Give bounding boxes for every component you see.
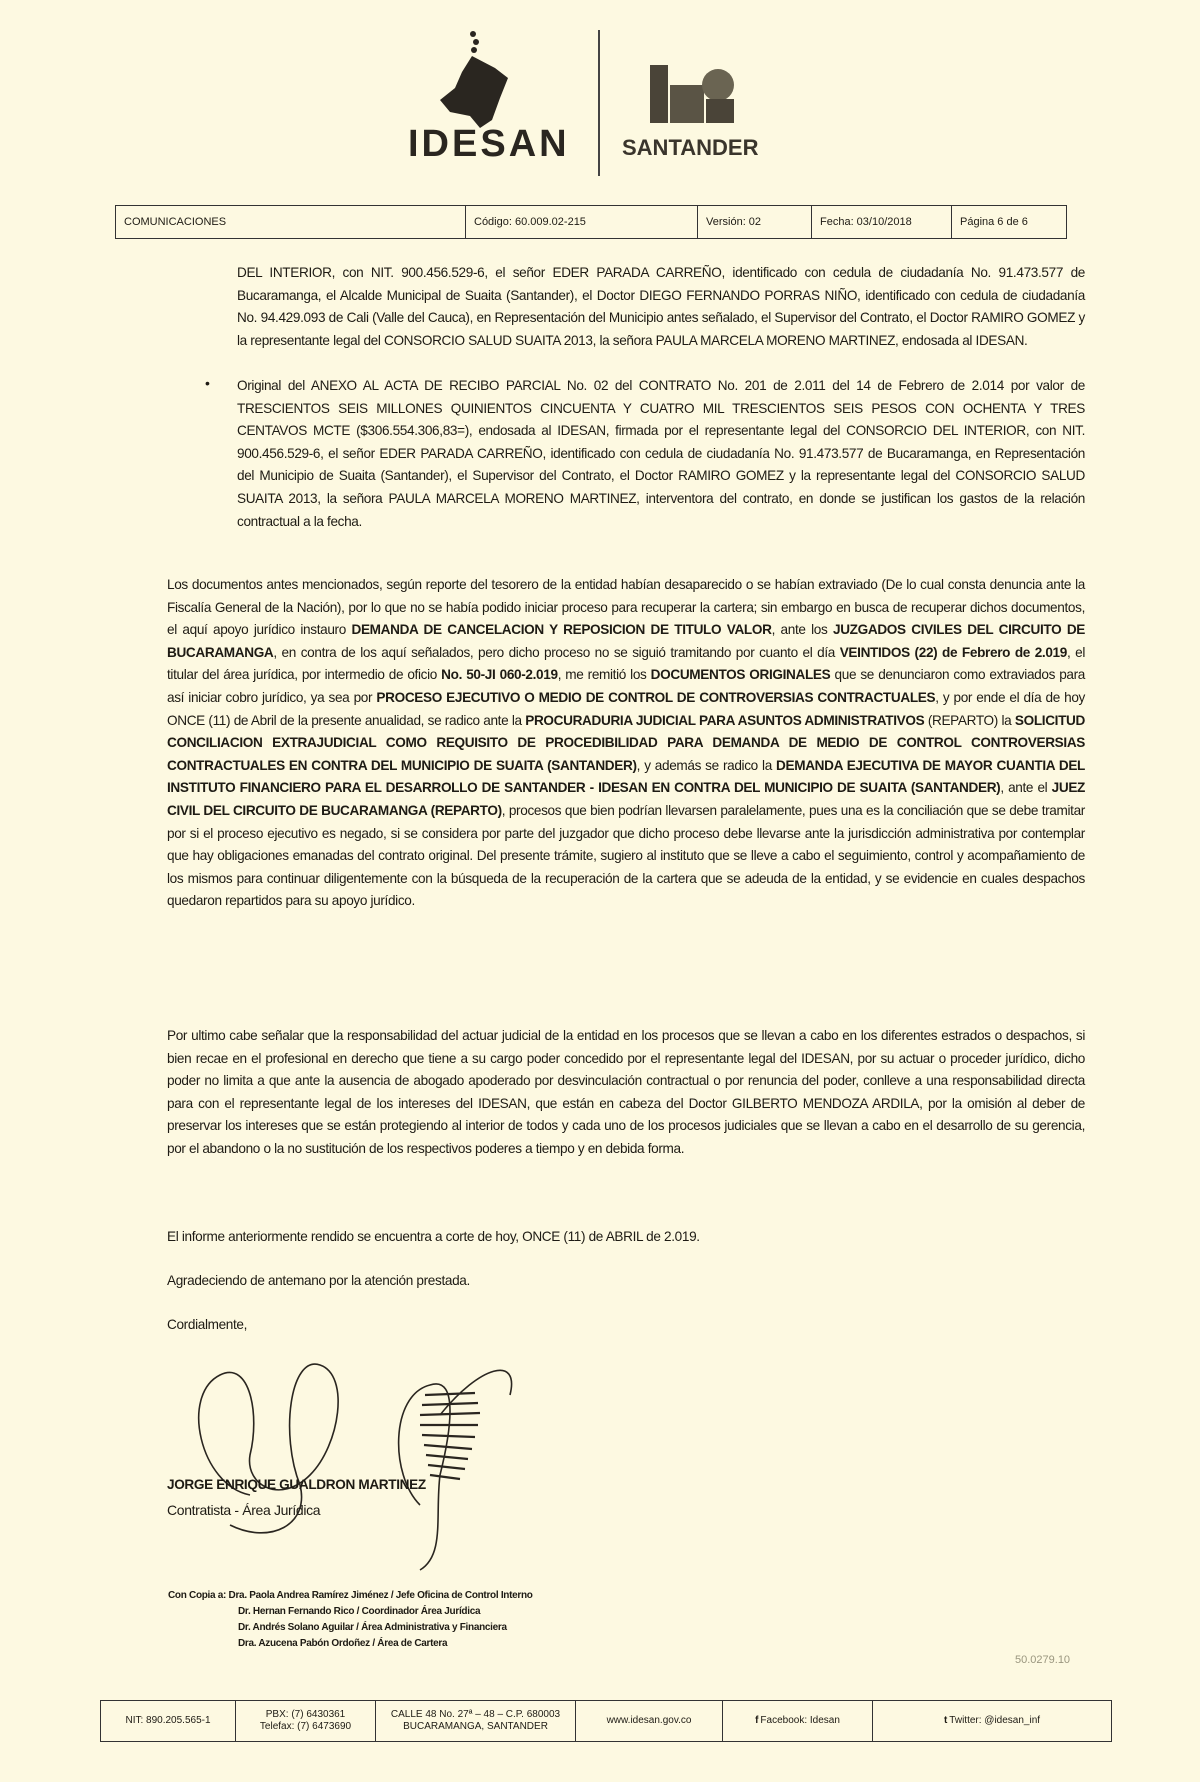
svg-text:IDESAN: IDESAN <box>408 123 570 165</box>
bold-text-segment: DEMANDA DE CANCELACION Y REPOSICION DE TITULO VALOR <box>351 622 772 638</box>
handwritten-signature <box>190 1355 610 1575</box>
bold-text-segment: PROCESO EJECUTIVO O MEDIO DE CONTROL DE CONTROVERSIAS CONTRACTUALES <box>376 689 936 705</box>
bold-text-segment: JUEZ CIVIL DEL CIRCUITO DE BUCARAMANGA (REPARTO) <box>167 780 1085 818</box>
bullet-icon: • <box>205 375 210 391</box>
bullet-item-continuation: DEL INTERIOR, con NIT. 900.456.529-6, el señor EDER PARADA CARREÑO, identificado con cedula de ciudadanía No. 91.473.577 de Bucaramanga, el Alcalde Municipal de Suaita (Santander), el Doctor DIEGO FERNANDO PORRAS NIÑO, identificado con cedula de ciudadanía No. 94.429.093 de Cali (Valle del Cauca), en Representación del Municipio antes señalado, el Supervisor del Contrato, el Doctor RAMIRO GOMEZ y la representante legal del CONSORCIO SALUD SUAITA 2013, la señora PAULA MARCELA MORENO MARTINEZ, endosada al IDESAN. <box>237 265 1085 348</box>
text-segment: , ante el <box>1000 780 1052 796</box>
twitter-icon: t <box>943 1715 948 1726</box>
signer-name: JORGE ENRIQUE GUALDRON MARTINEZ <box>167 1477 426 1492</box>
bold-text-segment: VEINTIDOS (22) de Febrero de 2.019 <box>839 644 1067 660</box>
footer-twitter-link[interactable]: Twitter: @idesan_inf <box>949 1715 1041 1726</box>
closing-regards: Cordialmente, <box>167 1317 248 1332</box>
carbon-copy-list <box>168 1588 533 1652</box>
header-code: Código: 60.009.02-215 <box>466 206 698 238</box>
santander-logo <box>618 55 778 175</box>
header-department: COMUNICACIONES <box>116 206 466 238</box>
footer-city: BUCARAMANGA, SANTANDER <box>403 1721 548 1732</box>
logo-divider <box>598 30 600 176</box>
text-segment: , procesos que bien podrían llevarsen paralelamente, pues una es la conciliación que se debe tramitar por si el proceso ejecutivo es negado, si se considera por parte del juzgador que dicho proceso debe llevarse ante la jurisdicción administrativa por contemplar que hay obligaciones emanadas del contrato original. Del presente trámite, sugiero al instituto que se lleve a cabo el seguimiento, control y acompañamiento de los mismos para continuar diligentemente con la búsqueda de la recuperación de la cartera que se adeuda de la entidad, y se evidencie en cuales despachos quedaron repartidos para su apoyo jurídico. <box>167 802 1085 909</box>
footer-address: CALLE 48 No. 27ª – 48 – C.P. 680003 <box>390 1709 561 1720</box>
text-segment: Los documentos antes mencionados, según reporte del tesorero de la entidad habían desaparecido o se habían extraviado (De lo cual consta denuncia ante la Fiscalía General de la Nación), por lo que no se había podido iniciar proceso para recuperar la cartera; sin embargo en busca de recuperar dichos documentos, el aquí apoyo jurídico instauro <box>167 577 1085 638</box>
text-segment: , me remitió los <box>557 667 651 683</box>
svg-text:SANTANDER: SANTANDER <box>622 135 759 160</box>
cc-line: Con Copia a: Dra. Paola Andrea Ramírez Jiménez / Jefe Oficina de Control Interno <box>168 1590 533 1601</box>
signer-title: Contratista - Área Jurídica <box>167 1502 321 1518</box>
footer-nit: NIT: 890.205.565-1 <box>125 1715 211 1726</box>
text-segment: (REPARTO) la <box>924 712 1015 728</box>
document-reference: 50.0279.10 <box>1015 1654 1071 1666</box>
bold-text-segment: SOLICITUD CONCILIACION EXTRAJUDICIAL COMO REQUISITO DE PROCEDIBILIDAD PARA DEMANDA DE MEDIO DE CONTROL CONTROVERSIAS CONTRACTUALES EN CONTRA DEL MUNICIPIO DE SUAITA (SANTANDER) <box>167 712 1085 773</box>
header-page: Página 6 de 6 <box>960 216 1028 228</box>
paragraph-responsibility: Por ultimo cabe señalar que la responsabilidad del actuar judicial de la entidad en los procesos que se llevan a cabo en los diferentes estrados o despachos, si bien recae en el profesional en derecho que tiene a su cargo poder concedido por el representante legal del IDESAN, por su actuar o proceder jurídico, dicho poder no limita a que ante la ausencia de abogado apoderado por desvinculación contractual o por renuncia del poder, conlleve a una responsabilidad directa para con el representante legal de los intereses del IDESAN, que están en cabeza del Doctor GILBERTO MENDOZA ARDILA, por la omisión al deber de preservar los intereses que se están protegiendo al interior de todos y cada uno de los procesos judiciales que se llevan a cabo en el desarrollo de su gerencia, por el abandono o la no sustitución de los respectivos poderes a tiempo y en debida forma. <box>167 1028 1085 1156</box>
bold-text-segment: No. 50-JI 060-2.019 <box>441 667 558 683</box>
text-segment: , el titular del área jurídica, por intermedio de oficio <box>167 644 1086 683</box>
text-segment: , en contra de los aquí señalados, pero dicho proceso no se siguió tramitando por cuanto el día <box>273 644 840 660</box>
cc-line: Dra. Azucena Pabón Ordoñez / Área de Cartera <box>238 1638 448 1649</box>
text-segment: , ante los <box>771 622 833 638</box>
text-segment: , y además se radico la <box>636 757 777 773</box>
cc-line: Dr. Andrés Solano Aguilar / Área Administrativa y Financiera <box>238 1622 507 1633</box>
bullet-item-annex: Original del ANEXO AL ACTA DE RECIBO PARCIAL No. 02 del CONTRATO No. 201 de 2.011 del 14 de Febrero de 2.014 por valor de TRESCIENTOS SEIS MILLONES QUINIENTOS CINCUENTA Y CUATRO MIL TRESCIENTOS SEIS PESOS CON OCHENTA Y TRES CENTAVOS MCTE ($306.554.306,83=), endosada al IDESAN, firmada por el representante legal del CONSORCIO DEL INTERIOR, con NIT. 900.456.529-6, el señor EDER PARADA CARREÑO, identificado con cedula de ciudadanía No. 91.473.577 de Bucaramanga, en Representación del Municipio de Suaita (Santander), el Supervisor del Contrato, el Doctor RAMIRO GOMEZ y la representante legal del CONSORCIO SALUD SUAITA 2013, la señora PAULA MARCELA MORENO MARTINEZ, interventora del contrato, en donde se justifican los gastos de la relación contractual a la fecha. <box>237 378 1085 529</box>
footer-fax: Telefax: (7) 6473690 <box>259 1721 352 1732</box>
bold-text-segment: JUZGADOS CIVILES DEL CIRCUITO DE BUCARAMANGA <box>167 622 1086 660</box>
bold-text-segment: DEMANDA EJECUTIVA DE MAYOR CUANTIA DEL INSTITUTO FINANCIERO PARA EL DESARROLLO DE SANTANDER - IDESAN EN CONTRA DEL MUNICIPIO DE SUAITA (SANTANDER) <box>167 757 1085 796</box>
text-segment: que se denunciaron como extraviados para así iniciar cobro jurídico, ya sea por <box>167 667 1086 705</box>
bold-text-segment: PROCURADURIA JUDICIAL PARA ASUNTOS ADMINISTRATIVOS <box>525 712 925 728</box>
idesan-logo <box>400 28 580 168</box>
footer-pbx: PBX: (7) 6430361 <box>265 1709 346 1720</box>
footer-facebook-link[interactable]: Facebook: Idesan <box>760 1715 840 1726</box>
facebook-icon: f <box>755 1715 759 1726</box>
footer-website-link[interactable]: www.idesan.gov.co <box>606 1715 692 1726</box>
footer-contact-table <box>100 1700 1112 1742</box>
header-date: Fecha: 03/10/2018 <box>812 206 952 238</box>
cc-line: Dr. Hernan Fernando Rico / Coordinador Área Jurídica <box>238 1606 481 1617</box>
paragraph-documents <box>167 574 1085 913</box>
text-segment: , y por ende el día de hoy ONCE (11) de Abril de la presente anualidad, se radico ante la <box>167 689 1085 728</box>
closing-report: El informe anteriormente rendido se encuentra a corte de hoy, ONCE (11) de ABRIL de 2.019. <box>167 1229 700 1244</box>
bold-text-segment: DOCUMENTOS ORIGINALES <box>650 667 831 683</box>
closing-thanks: Agradeciendo de antemano por la atención prestada. <box>167 1273 470 1288</box>
document-header-table <box>115 205 1067 239</box>
header-version: Versión: 02 <box>698 206 812 238</box>
